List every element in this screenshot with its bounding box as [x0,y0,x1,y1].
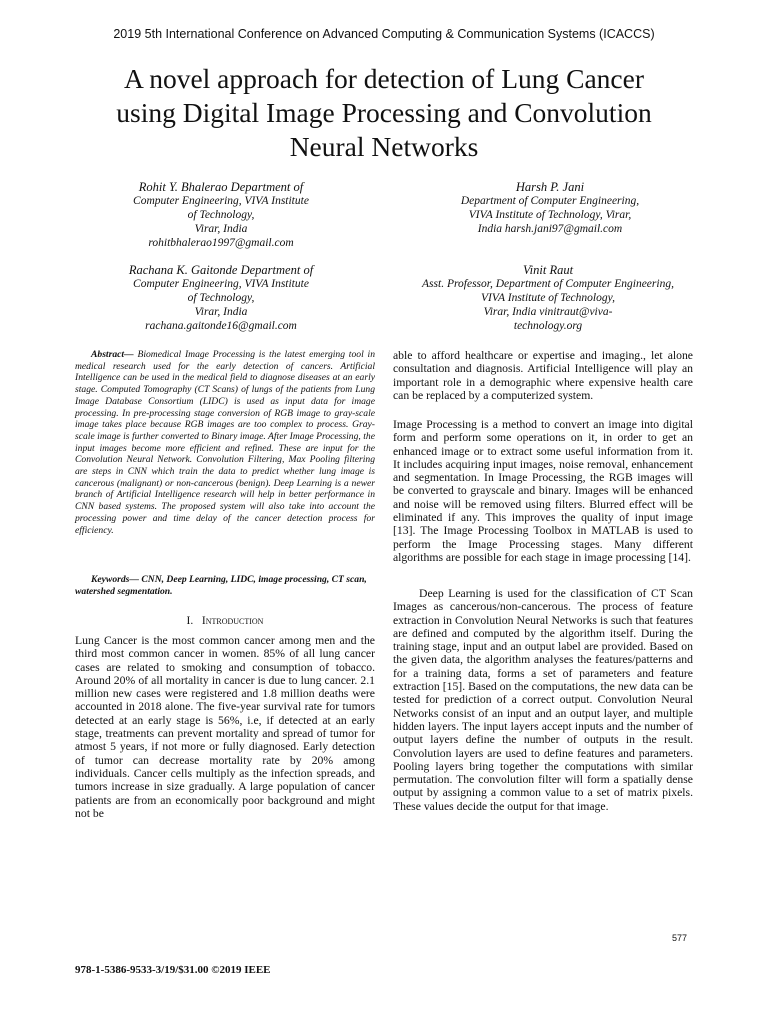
section-title: Introduction [201,615,264,627]
body-paragraph-continuation: able to afford healthcare or expertise and imaging., let alone consultation and diagnosis. Artificial Intelligence will play an important role in a demographic where expensive health care can be replaced by a computerized system. [393,349,693,402]
author-name: Harsh P. Jani [515,180,585,194]
title-line-3: Neural Networks [289,131,479,162]
author-name: Rachana K. Gaitonde Department of [128,263,314,277]
author-affiliation-line: Department of Computer Engineering, [460,195,640,207]
author-name: Rohit Y. Bhalerao Department of [138,180,304,194]
keywords-label: Keywords— [91,574,139,585]
abstract [75,349,375,536]
author-affiliation-line: Virar, India vinitraut@viva- [483,306,613,318]
author-email: rohitbhalerao1997@gmail.com [148,237,294,249]
section-heading [75,615,375,627]
keywords [75,574,375,598]
abstract-text: Biomedical Image Processing is the latest emerging tool in medical research used for the early detection of cancers. Artificial Intelligence can be used in the medical field to diagnose diseases at an early stage. Computed Tomography (CT Scans) of lungs of the patients from Lung Image Database Consortium (LIDC) is used as input data for image processing. In pre-processing stage conversion of RGB image to gray-scale image takes place because RGB images are too complex to process. Gray-scale image is further converted to Binary image. After Image Processing, the input images become more efficient and refined. These are input for the Convolution Neural Network. Convolution Filtering, Max Pooling filtering are steps in CNN which train the data to predict whether lung image is cancerous (malignant) or non-cancerous (benign). Deep Learning is a newer branch of Artificial Intelligence research will help in better performance in CNN based systems. The proposed system will also take into account the processing power and time delay of the cancer detection process for efficiency. [75,349,375,536]
author-affiliation-line: VIVA Institute of Technology, [481,292,615,304]
page-number: 577 [672,933,688,943]
title-line-2: using Digital Image Processing and Convolution [116,97,652,128]
author-affiliation-line: Computer Engineering, VIVA Institute [133,278,309,290]
author-affiliation-line: Asst. Professor, Department of Computer Engineering, [422,278,674,290]
conference-header: 2019 5th International Conference on Advanced Computing & Communication Systems (ICACCS) [113,27,655,41]
paper-title [90,62,678,164]
author-affiliation-line: Virar, India [194,306,248,318]
author-affiliation-line: Computer Engineering, VIVA Institute [133,195,309,207]
author-block-3 [106,263,336,333]
author-block-1 [106,180,336,250]
body-paragraph-image-processing: Image Processing is a method to convert an image into digital form and perform some operations on it, in order to get an enhanced image or to extract some useful information from it. It includes acquiring input images, noise removal, enhancement and segmentation. In Image Processing, the RGB images will be converted to grayscale and binary. Images will be enhanced and noise will be removed using filters. Blurred effect will be eliminated if any. This improves the quality of input image [13]. The Image Processing Toolbox in MATLAB is used to perform the Image Processing stages. Many different algorithms are possible for each stage in image processing [14]. [393,418,693,564]
author-block-4 [400,263,696,333]
title-line-1: A novel approach for detection of Lung Cancer [123,63,645,94]
author-affiliation-line: of Technology, [187,292,255,304]
keywords-text: CNN, Deep Learning, LIDC, image processing, CT scan, watershed segmentation. [75,574,367,597]
copyright-notice: 978-1-5386-9533-3/19/$31.00 ©2019 IEEE [75,964,271,976]
author-affiliation-line: VIVA Institute of Technology, Virar, [468,209,632,221]
author-block-2 [420,180,680,236]
author-email: technology.org [513,320,583,332]
abstract-label: Abstract— [91,349,134,360]
author-name: Vinit Raut [522,263,574,277]
intro-paragraph: Lung Cancer is the most common cancer among men and the third most common cancer in women. 85% of all lung cancer cases are related to smoking and consumption of tobacco. Around 20% of all mortality in cancer is due to lung cancer. 2.1 million new cases were registered and 1.8 million deaths were accounted in 2018 alone. The five-year survival rate for tumors detected at an early stage is 56%, i.e, if detected at an early stage, treatments can prevent mortality and spread of tumor for atmost 5 years, if not more or fully diagnosed. Early detection of tumor can decrease mortality rate by 20% among individuals. Cancer cells multiply as the infection spreads, and tumors increase in size gradually. A large population of cancer patients are from an economically poor background and might not be [75,634,375,820]
author-email: India harsh.jani97@gmail.com [477,223,623,235]
section-number: I. [186,615,194,627]
author-email: rachana.gaitonde16@gmail.com [145,320,297,332]
author-affiliation-line: Virar, India [194,223,248,235]
author-affiliation-line: of Technology, [187,209,255,221]
body-paragraph-deep-learning: Deep Learning is used for the classification of CT Scan Images as cancerous/non-cancerous. The process of feature extraction in Convolution Neural Networks is such that features are defined and computed by the algorithm itself. During the training stage, input and an output label are provided. Based on the given data, the algorithm analyses the features/patterns and for a training data, forms a set of parameters and feature extraction [15]. Based on the computations, the new data can be tested for prediction of a correct output. Convolution Neural Networks consist of an input and an output layer, and multiple hidden layers. The input layers accept inputs and the number of output layers define the number of outputs in the result. Convolution layers are used to define features and parameters. Pooling layers bring together the computations with similar permutation. The convolution filter will form a spatially dense output by assigning a common value to a set of matrix pixels. These values decide the output for that image. [393,587,693,813]
